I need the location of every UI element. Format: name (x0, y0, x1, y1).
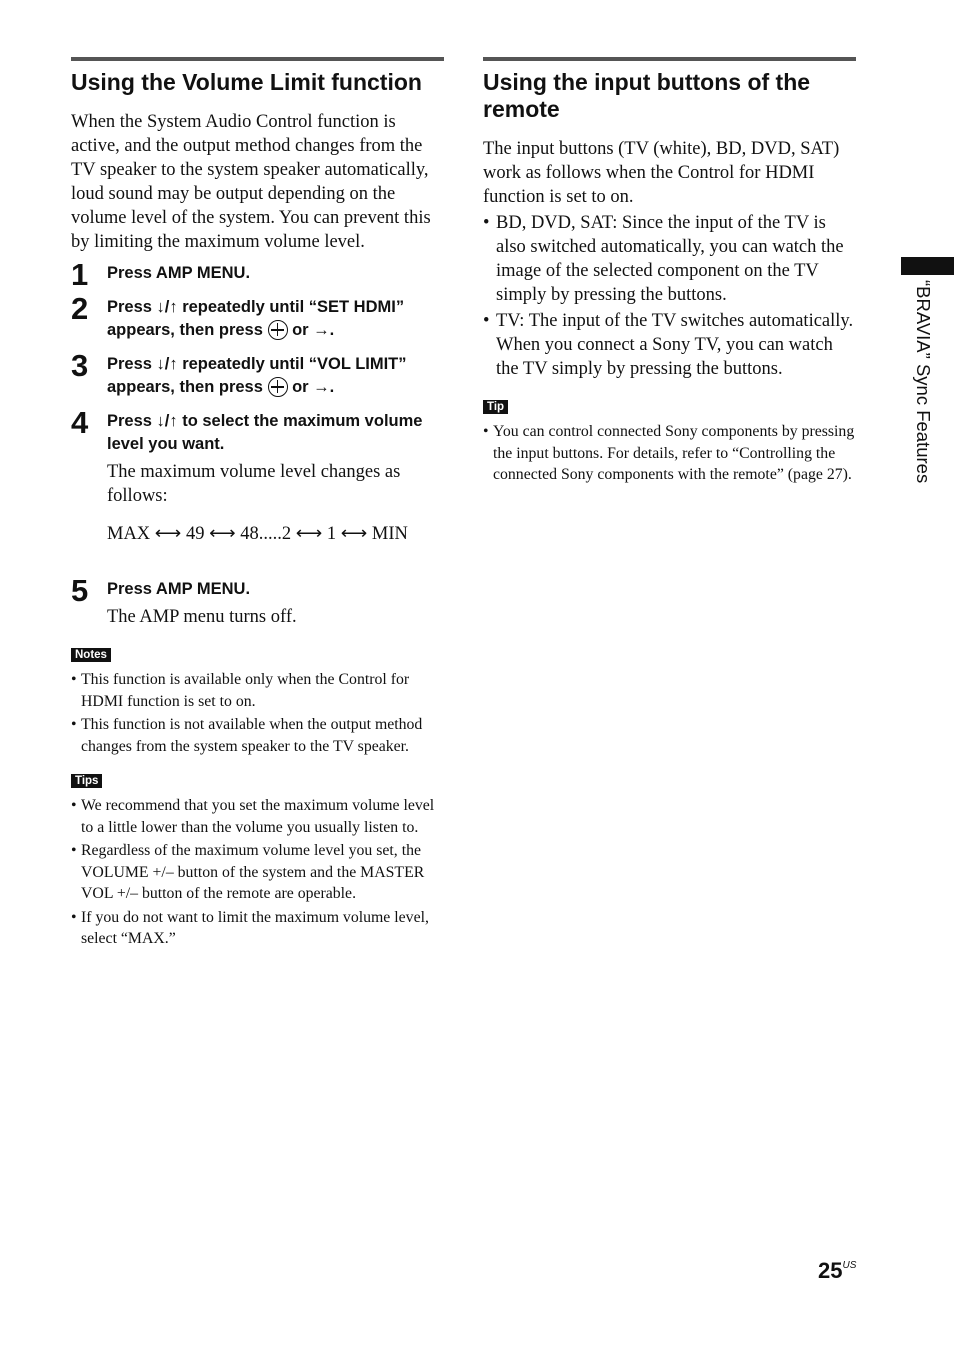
tip-list (483, 421, 856, 486)
section-rule (483, 57, 856, 61)
notes-list (71, 669, 444, 757)
volume-sequence: MAX ⟷ 49 ⟷ 48.....2 ⟷ 1 ⟷ MIN (107, 524, 408, 544)
step-title-text: Press ↓/↑ repeatedly until “VOL LIMIT” appears, then press (107, 355, 407, 396)
step-1 (71, 257, 444, 292)
intro-paragraph: The input buttons (TV (white), BD, DVD, SAT) work as follows when the Control for HDMI function is set to on. (483, 139, 840, 207)
step-title (107, 296, 444, 342)
notes-label: Notes (71, 648, 111, 662)
tip-item: • If you do not want to limit the maximum volume level, select “MAX.” (71, 907, 444, 950)
step-3 (71, 348, 444, 399)
step-title: Press AMP MENU. (107, 264, 251, 282)
step-number: 4 (71, 405, 89, 440)
bullet-item: • TV: The input of the TV switches automatically. When you connect a Sony TV, you can watch the TV simply by pressing the buttons. (483, 309, 856, 381)
step-title: Press AMP MENU. (107, 580, 251, 598)
enter-button-icon (268, 320, 288, 340)
page-number (818, 1258, 856, 1284)
step-description: The maximum volume level changes as follows: (107, 462, 401, 506)
step-title-text: or →. (292, 321, 335, 339)
section-heading-volume-limit: Using the Volume Limit function (71, 69, 422, 95)
step-number: 2 (71, 291, 89, 326)
step-title-text: Press ↓/↑ repeatedly until “SET HDMI” appears, then press (107, 298, 405, 339)
step-number: 3 (71, 348, 89, 383)
right-column (483, 57, 856, 488)
enter-button-icon (268, 377, 288, 397)
step-2 (71, 291, 444, 342)
step-number: 5 (71, 573, 89, 608)
step-4 (71, 405, 444, 546)
step-description: The AMP menu turns off. (107, 607, 297, 627)
tip-label: Tip (483, 400, 508, 414)
left-column (71, 57, 444, 952)
step-5 (71, 573, 444, 629)
bullet-item: • BD, DVD, SAT: Since the input of the TV is also switched automatically, you can watch the image of the selected component on the TV simply by pressing the buttons. (483, 211, 856, 307)
input-button-list (483, 211, 856, 381)
page-number-value: 25 (818, 1258, 843, 1283)
tip-item: • Regardless of the maximum volume level you set, the VOLUME +/– button of the system and the MASTER VOL +/– button of the remote are operable. (71, 840, 444, 905)
page-number-suffix: US (842, 1260, 857, 1271)
step-title-text: or →. (292, 378, 335, 396)
step-title: Press ↓/↑ to select the maximum volume level you want. (107, 412, 423, 453)
chapter-side-label (902, 280, 938, 540)
tip-item: • We recommend that you set the maximum volume level to a little lower than the volume you usually listen to. (71, 795, 444, 838)
tips-section (71, 771, 444, 950)
section-heading-input-buttons: Using the input buttons of the remote (483, 69, 811, 122)
notes-section (71, 645, 444, 757)
chapter-tab-marker (901, 257, 954, 275)
tip-item: • You can control connected Sony components by pressing the input buttons. For details, refer to “Controlling the connected Sony components with the remote” (page 27). (483, 421, 856, 486)
tips-label: Tips (71, 774, 102, 788)
tip-section (483, 397, 856, 486)
intro-paragraph: When the System Audio Control function is active, and the output method changes from the TV speaker to the system speaker automatically, loud sound may be output depending on the volume level of the system. You can prevent this by limiting the maximum volume level. (71, 112, 431, 252)
chapter-side-label-text: “BRAVIA” Sync Features (913, 280, 934, 484)
step-title (107, 353, 444, 399)
step-number: 1 (71, 257, 89, 292)
tips-list (71, 795, 444, 950)
note-item: • This function is available only when the Control for HDMI function is set to on. (71, 669, 444, 712)
note-item: • This function is not available when the output method changes from the system speaker to the TV speaker. (71, 714, 444, 757)
section-rule (71, 57, 444, 61)
